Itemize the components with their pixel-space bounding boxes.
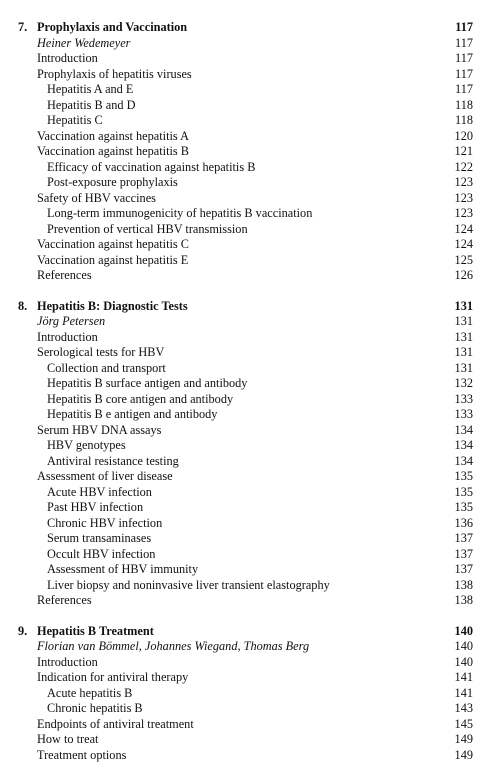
- toc-chapter: [0, 299, 500, 609]
- toc-entry[interactable]: [0, 113, 500, 129]
- toc-entry-title: Assessment of HBV immunity: [47, 562, 199, 576]
- toc-entry[interactable]: [0, 578, 500, 594]
- toc-entry[interactable]: [0, 253, 500, 269]
- toc-entry-title: Introduction: [37, 51, 98, 65]
- toc-entry[interactable]: [0, 175, 500, 191]
- toc-entry[interactable]: [0, 516, 500, 532]
- toc-entry-title: Occult HBV infection: [47, 546, 156, 561]
- toc-entry-title: Endpoints of antiviral treatment: [37, 716, 194, 731]
- toc-entry[interactable]: [0, 160, 500, 176]
- toc-entry[interactable]: [0, 748, 500, 764]
- toc-entry[interactable]: [0, 454, 500, 470]
- chapter-number: 7.: [18, 20, 28, 34]
- toc-entry[interactable]: [0, 593, 500, 609]
- toc-entry-page-number: 137: [454, 546, 473, 561]
- toc-entry-title: Serum transaminases: [47, 531, 152, 545]
- toc-entry[interactable]: [0, 67, 500, 83]
- toc-entry-page-number: 136: [454, 515, 473, 530]
- toc-entry-title: Heiner Wedemeyer: [37, 35, 131, 50]
- toc-entry-title: Introduction: [37, 654, 98, 669]
- toc-entry-page-number: 124: [454, 221, 473, 236]
- toc-entry-title: Acute hepatitis B: [47, 685, 133, 700]
- toc-entry[interactable]: [0, 438, 500, 454]
- toc-entry-title: Introduction: [37, 329, 98, 344]
- toc-entry[interactable]: [0, 82, 500, 98]
- toc-entry-page-number: 131: [454, 329, 473, 344]
- toc-entry[interactable]: [0, 686, 500, 702]
- toc-entry[interactable]: [0, 562, 500, 578]
- toc-entry-title: Hepatitis B core antigen and antibody: [47, 391, 234, 406]
- toc-entry-page-number: 125: [454, 252, 473, 267]
- toc-entry-page-number: 145: [454, 716, 473, 731]
- toc-entry-page-number: 137: [454, 562, 473, 576]
- toc-entry-page-number: 118: [455, 97, 473, 112]
- chapter-heading[interactable]: [0, 20, 500, 36]
- toc-entry-page-number: 135: [454, 469, 473, 483]
- toc-entry-title: Prophylaxis of hepatitis viruses: [37, 66, 192, 81]
- toc-entry-page-number: 123: [454, 206, 473, 220]
- toc-entry-page-number: 131: [454, 314, 473, 328]
- toc-entry-page-number: 133: [454, 391, 473, 406]
- toc-entry-page-number: 117: [455, 51, 473, 65]
- toc-entry-title: Hepatitis B surface antigen and antibody: [47, 376, 248, 390]
- toc-entry-page-number: 138: [454, 577, 473, 592]
- toc-entry-title: Hepatitis C: [47, 113, 103, 127]
- toc-entry-page-number: 149: [454, 747, 473, 762]
- toc-entry-page-number: 134: [454, 438, 473, 452]
- toc-entry-title: Long-term immunogenicity of hepatitis B vaccination: [47, 206, 313, 220]
- toc-entry[interactable]: [0, 500, 500, 516]
- toc-entry-title: Indication for antiviral therapy: [37, 670, 189, 684]
- chapter-number: 8.: [18, 298, 28, 313]
- toc-entry[interactable]: [0, 547, 500, 563]
- toc-entry-title: How to treat: [37, 732, 99, 746]
- toc-entry-title: Serum HBV DNA assays: [37, 422, 162, 437]
- toc-entry-title: Hepatitis A and E: [47, 82, 134, 96]
- toc-entry-page-number: 131: [454, 345, 473, 359]
- toc-entry-title: Vaccination against hepatitis B: [37, 144, 189, 158]
- toc-entry-page-number: 123: [454, 190, 473, 205]
- toc-entry-title: Hepatitis B and D: [47, 97, 136, 112]
- chapter-title: [18, 299, 188, 315]
- toc-entry-title: Florian van Bömmel, Johannes Wiegand, Thomas Berg: [37, 639, 310, 653]
- toc-entry-title: References: [37, 593, 92, 607]
- chapter-title-text: Hepatitis B: Diagnostic Tests: [37, 298, 188, 313]
- toc-entry[interactable]: [0, 206, 500, 222]
- toc-entry[interactable]: [0, 407, 500, 423]
- toc-entry-title: Antiviral resistance testing: [47, 453, 179, 468]
- toc-entry[interactable]: [0, 717, 500, 733]
- toc-entry-title: Chronic hepatitis B: [47, 701, 143, 715]
- toc-entry[interactable]: [0, 655, 500, 671]
- toc-entry[interactable]: [0, 361, 500, 377]
- toc-chapter: [0, 20, 500, 284]
- toc-entry[interactable]: [0, 376, 500, 392]
- toc-entry-title: Acute HBV infection: [47, 484, 152, 499]
- chapter-authors: [0, 314, 500, 330]
- toc-entry-title: Serological tests for HBV: [37, 345, 165, 359]
- toc-entry-title: Efficacy of vaccination against hepatitis B: [47, 159, 256, 174]
- toc-entry-title: Collection and transport: [47, 360, 166, 375]
- chapter-title: [18, 20, 187, 36]
- toc-entry[interactable]: [0, 423, 500, 439]
- chapter-page-number: 140: [454, 623, 473, 638]
- toc-entry[interactable]: [0, 129, 500, 145]
- toc-entry[interactable]: [0, 469, 500, 485]
- toc-entry-title: Treatment options: [37, 747, 127, 762]
- toc-entry-page-number: 117: [455, 35, 473, 50]
- toc-entry[interactable]: [0, 392, 500, 408]
- toc-entry-title: Vaccination against hepatitis A: [37, 128, 189, 143]
- chapter-heading[interactable]: [0, 299, 500, 315]
- toc-entry-page-number: 124: [454, 237, 473, 251]
- chapter-page-number: 117: [455, 20, 473, 34]
- toc-entry-page-number: 123: [454, 175, 473, 189]
- toc-entry[interactable]: [0, 144, 500, 160]
- table-of-contents: [0, 20, 500, 778]
- toc-entry[interactable]: [0, 51, 500, 67]
- toc-chapter: [0, 624, 500, 764]
- chapter-heading[interactable]: [0, 624, 500, 640]
- toc-entry[interactable]: [0, 670, 500, 686]
- toc-entry-title: Post-exposure prophylaxis: [47, 175, 178, 189]
- toc-entry[interactable]: [0, 531, 500, 547]
- chapter-page-number: 131: [454, 298, 473, 313]
- toc-entry-page-number: 137: [454, 531, 473, 545]
- toc-entry-page-number: 117: [455, 66, 473, 81]
- toc-entry-page-number: 140: [454, 654, 473, 669]
- toc-entry-page-number: 140: [454, 639, 473, 653]
- toc-entry[interactable]: [0, 330, 500, 346]
- toc-entry-page-number: 120: [454, 128, 473, 143]
- toc-entry-title: HBV genotypes: [47, 438, 126, 452]
- toc-entry-page-number: 149: [454, 732, 473, 746]
- toc-entry-page-number: 138: [454, 593, 473, 607]
- toc-entry-title: Chronic HBV infection: [47, 515, 163, 530]
- toc-entry-page-number: 126: [454, 268, 473, 282]
- toc-entry-title: Hepatitis B e antigen and antibody: [47, 407, 218, 421]
- toc-entry-title: Vaccination against hepatitis E: [37, 252, 189, 267]
- toc-entry-title: Assessment of liver disease: [37, 469, 173, 483]
- toc-entry-page-number: 131: [454, 360, 473, 375]
- toc-entry[interactable]: [0, 191, 500, 207]
- toc-entry[interactable]: [0, 98, 500, 114]
- toc-entry[interactable]: [0, 345, 500, 361]
- toc-entry[interactable]: [0, 237, 500, 253]
- toc-entry-title: References: [37, 268, 92, 282]
- toc-entry-page-number: 118: [455, 113, 473, 127]
- toc-entry-title: Vaccination against hepatitis C: [37, 237, 189, 251]
- toc-entry-page-number: 135: [454, 484, 473, 499]
- toc-entry-page-number: 141: [454, 670, 473, 684]
- chapter-title: [18, 624, 154, 640]
- toc-entry-page-number: 117: [455, 82, 473, 96]
- toc-entry[interactable]: [0, 732, 500, 748]
- toc-entry-page-number: 143: [454, 701, 473, 715]
- chapter-title-text: Hepatitis B Treatment: [37, 623, 154, 638]
- toc-entry-title: Prevention of vertical HBV transmission: [47, 221, 248, 236]
- toc-entry[interactable]: [0, 701, 500, 717]
- toc-entry-title: Jörg Petersen: [37, 314, 106, 328]
- toc-entry-page-number: 132: [454, 376, 473, 390]
- toc-entry-page-number: 133: [454, 407, 473, 421]
- toc-entry[interactable]: [0, 268, 500, 284]
- toc-entry-title: Liver biopsy and noninvasive liver transient elastography: [47, 577, 330, 592]
- toc-entry[interactable]: [0, 222, 500, 238]
- toc-entry-page-number: 122: [454, 159, 473, 174]
- chapter-authors: [0, 639, 500, 655]
- chapter-number: 9.: [18, 623, 28, 638]
- toc-entry-page-number: 134: [454, 422, 473, 437]
- toc-entry[interactable]: [0, 485, 500, 501]
- toc-entry-page-number: 135: [454, 500, 473, 514]
- toc-entry-page-number: 134: [454, 453, 473, 468]
- toc-entry-page-number: 121: [454, 144, 473, 158]
- toc-entry-title: Safety of HBV vaccines: [37, 190, 156, 205]
- toc-entry-page-number: 141: [454, 685, 473, 700]
- chapter-title-text: Prophylaxis and Vaccination: [37, 20, 188, 34]
- toc-entry-title: Past HBV infection: [47, 500, 144, 514]
- chapter-authors: [0, 36, 500, 52]
